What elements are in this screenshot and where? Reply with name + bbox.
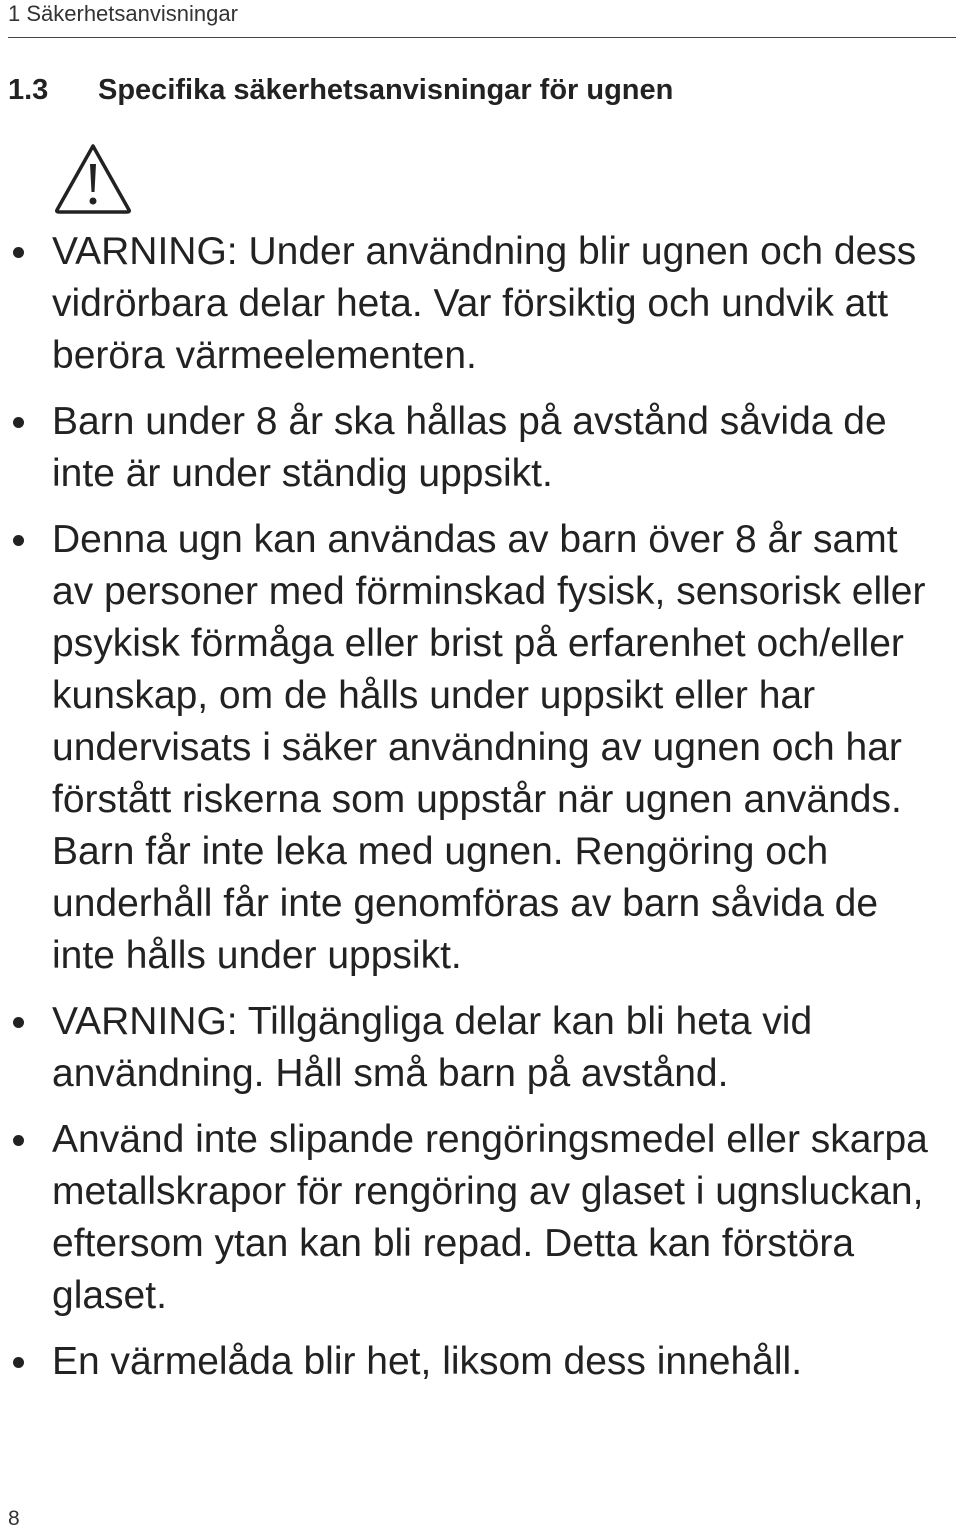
list-item-text: Denna ugn kan användas av barn över 8 år samt av personer med förminskad fysisk, sensorisk eller psykisk förmåga eller brist på erfarenhet och/eller kunskap, om de hålls under uppsikt eller har undervisats i säker användning av ugnen och har förstått riskerna som uppstår när ugnen används. Barn får inte leka med ugnen. Rengöring och underhåll får inte genomföras av barn såvida de inte hålls under uppsikt. — [52, 518, 926, 977]
bullet-icon — [13, 1017, 24, 1028]
list-item — [0, 226, 960, 382]
list-item-text: En värmelåda blir het, liksom dess innehåll. — [52, 1340, 803, 1383]
list-item-text: VARNING: Tillgängliga delar kan bli heta vid användning. Håll små barn på avstånd. — [52, 1000, 813, 1095]
bullet-icon — [13, 1357, 24, 1368]
running-header: 1 Säkerhetsanvisningar — [8, 1, 238, 26]
warning-triangle-icon — [53, 142, 133, 216]
bullet-icon — [13, 247, 24, 258]
section-number: 1.3 — [8, 74, 49, 106]
list-item — [0, 1336, 960, 1388]
list-item — [0, 996, 960, 1100]
list-item — [0, 396, 960, 500]
section-title: Specifika säkerhetsanvisningar för ugnen — [98, 74, 674, 106]
section-heading — [8, 72, 673, 108]
page-number: 8 — [8, 1507, 20, 1530]
bullet-icon — [13, 1135, 24, 1146]
bullet-icon — [13, 417, 24, 428]
list-item-text: VARNING: Under användning blir ugnen och dess vidrörbara delar heta. Var försiktig och undvik att beröra värmeelementen. — [52, 230, 917, 377]
list-item-text: Barn under 8 år ska hållas på avstånd såvida de inte är under ständig uppsikt. — [52, 400, 887, 495]
list-item — [0, 514, 960, 982]
safety-instruction-list — [0, 226, 960, 1402]
bullet-icon — [13, 535, 24, 546]
list-item-text: Använd inte slipande rengöringsmedel eller skarpa metallskrapor för rengöring av glaset i ugnsluckan, eftersom ytan kan bli repad. Detta kan förstöra glaset. — [52, 1118, 928, 1317]
list-item — [0, 1114, 960, 1322]
header-rule — [8, 37, 956, 38]
